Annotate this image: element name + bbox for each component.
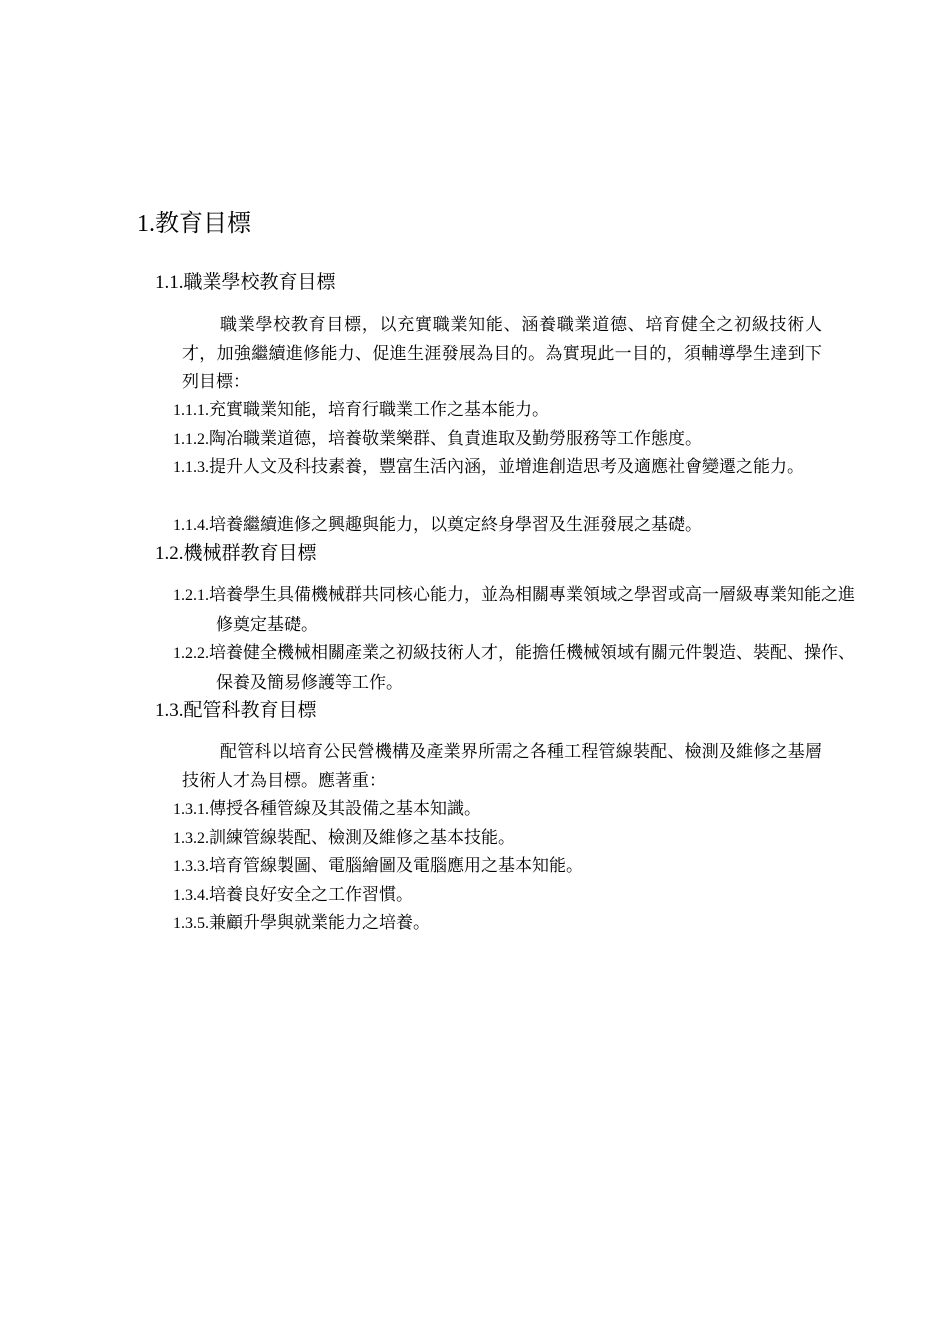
list-item [173,511,866,541]
section-title: 機械群教育目標 [183,542,317,564]
section-title: 配管科教育目標 [183,699,317,721]
item-number: 1.3.5. [173,915,209,932]
item-text: 充實職業知能，培育行職業工作之基本能力。 [209,400,549,420]
item-number: 1.3.3. [173,858,209,875]
list-item [173,425,866,455]
section-number: 1.2. [155,543,184,564]
item-number: 1.3.4. [173,887,209,904]
section-number: 1.3. [155,700,184,721]
item-text: 訓練管線裝配、檢測及維修之基本技能。 [209,828,515,848]
list-item [173,824,866,854]
heading-number: 1. [137,211,155,237]
section-intro-1-1: 職業學校教育目標，以充實職業知能、涵養職業道德、培育健全之初級技術人才，加強繼續進修能力、促進生涯發展為目的。為實現此一目的，須輔導學生達到下列目標： [182,315,822,392]
section-heading-1-3 [155,696,317,725]
list-item [173,581,866,639]
list-item [173,453,866,483]
heading-text: 教育目標 [155,209,251,237]
item-number: 1.1.2. [173,431,209,448]
item-text: 培育管線製圖、電腦繪圖及電腦應用之基本知能。 [209,856,583,876]
section-heading-1-2 [155,539,317,568]
item-number: 1.2.1. [173,587,209,604]
item-text: 培養繼續進修之興趣與能力，以奠定終身學習及生涯發展之基礎。 [209,515,702,535]
item-text: 兼顧升學與就業能力之培養。 [209,913,430,933]
item-text: 培養良好安全之工作習慣。 [209,885,413,905]
list-item [173,852,866,882]
item-text: 陶冶職業道德，培養敬業樂群、負責進取及勤勞服務等工作態度。 [209,429,702,449]
item-text: 培養健全機械相關產業之初級技術人才，能擔任機械領域有關元件製造、裝配、操作、保養及簡易修護等工作。 [209,643,855,693]
item-text: 提升人文及科技素養，豐富生活內涵，並增進創造思考及適應社會變遷之能力。 [209,457,804,477]
list-item [173,639,866,697]
item-number: 1.3.2. [173,830,209,847]
item-text: 傳授各種管線及其設備之基本知識。 [209,799,481,819]
item-text: 培養學生具備機械群共同核心能力，並為相關專業領域之學習或高一層級專業知能之進修奠定基礎。 [209,585,855,635]
item-number: 1.2.2. [173,645,209,662]
item-number: 1.1.3. [173,459,209,476]
list-item [173,881,866,911]
item-number: 1.1.4. [173,517,209,534]
list-item [173,396,866,426]
list-item [173,795,866,825]
section-title: 職業學校教育目標 [183,271,336,293]
main-heading [137,206,251,241]
list-item [173,909,866,939]
section-heading-1-1 [155,268,336,297]
section-intro-1-3: 配管科以培育公民營機構及產業界所需之各種工程管線裝配、檢測及維修之基層技術人才為目標。應著重： [182,742,822,791]
item-number: 1.3.1. [173,801,209,818]
section-number: 1.1. [155,272,184,293]
item-number: 1.1.1. [173,402,209,419]
